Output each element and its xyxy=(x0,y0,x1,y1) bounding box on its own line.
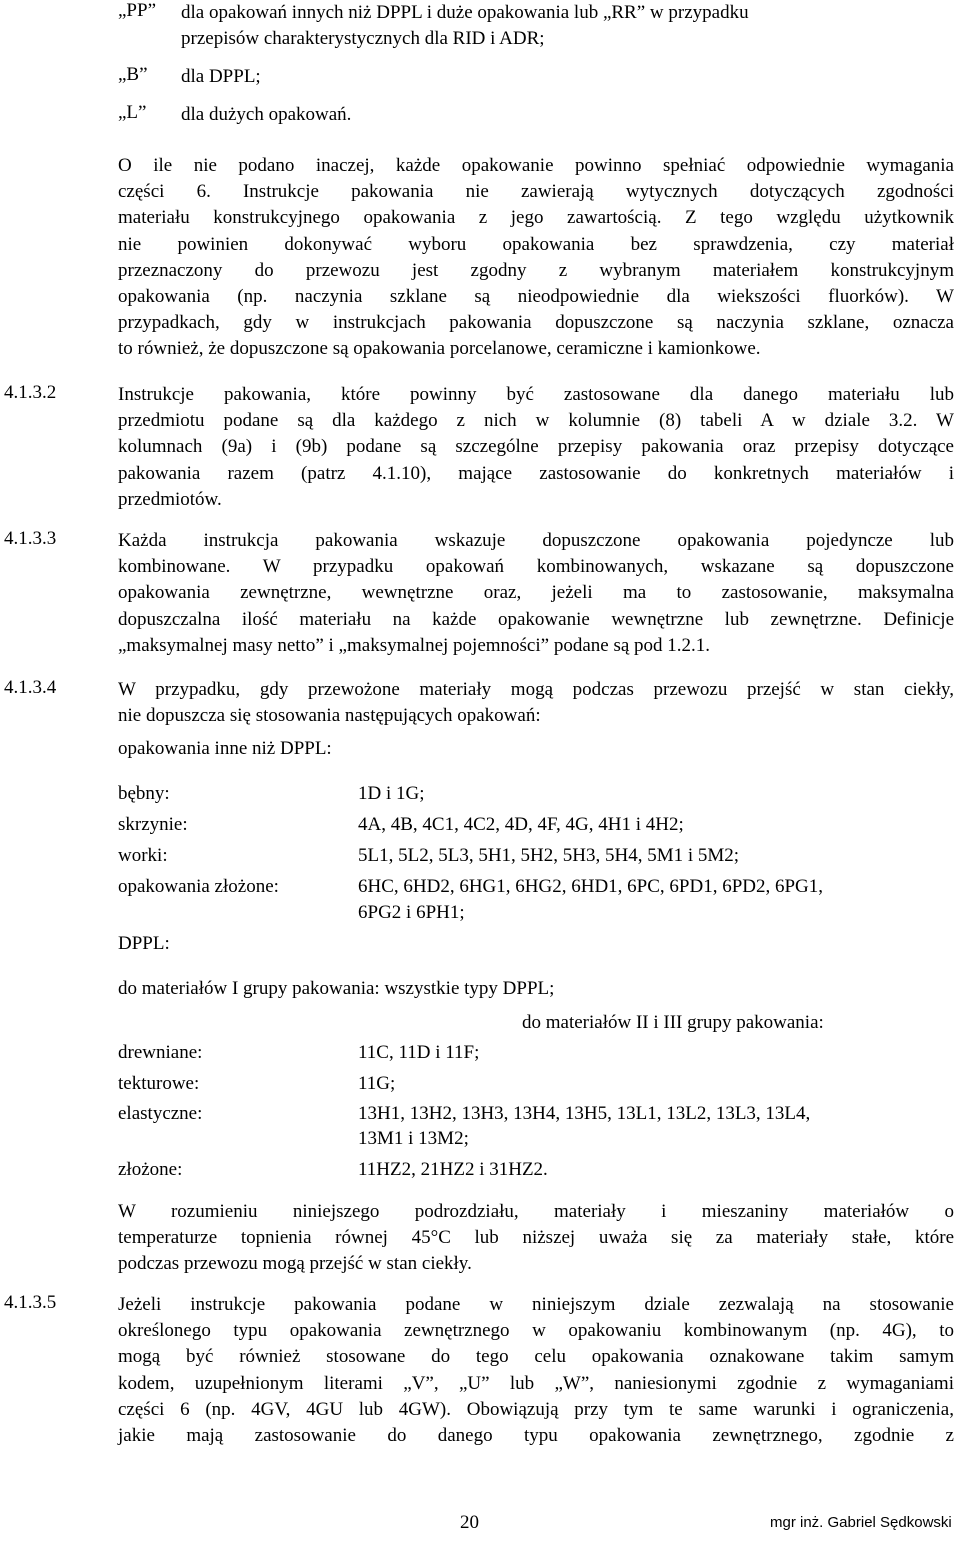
paragraph-line: podczas przewozu mogą przejść w stan ciekły. xyxy=(118,1253,472,1275)
paragraph-line: Każda instrukcja pakowania wskazuje dopuszczone opakowania pojedyncze lub xyxy=(118,530,954,551)
paragraph-line: nie dopuszcza się stosowania następujących opakowań: xyxy=(118,705,541,727)
dppl-heading: DPPL: xyxy=(118,933,170,954)
paragraph-line: W przypadku, gdy przewożone materiały mogą podczas przewozu przejść w stan ciekły, xyxy=(118,679,954,700)
packaging-codes: 5L1, 5L2, 5L3, 5H1, 5H2, 5H3, 5H4, 5M1 i 5M2; xyxy=(358,845,740,866)
packaging-type-label: złożone: xyxy=(118,1159,183,1180)
packaging-type-label: elastyczne: xyxy=(118,1103,203,1124)
paragraph-line: dopuszczalna ilość materiału na każde opakowanie wewnętrzne lub zewnętrzne. Definicje xyxy=(118,608,954,630)
packaging-codes: 11G; xyxy=(358,1073,396,1094)
dppl-group-2-3: do materiałów II i III grupy pakowania: xyxy=(522,1012,824,1033)
code-description xyxy=(181,64,881,90)
paragraph-line: przeznaczony do przewozu jest zgodny z wybranym materiałem konstrukcyjnym xyxy=(118,259,954,281)
packaging-codes: 1D i 1G; xyxy=(358,783,425,804)
paragraph-line: opakowania (np. naczynia szklane są nieodpowiednie dla wiekszości fluorków). W xyxy=(118,286,954,308)
paragraph-line: części 6 (np. 4GV, 4GU lub 4GW). Obowiązują przy tym te same warunki i ograniczenia, xyxy=(118,1398,954,1420)
footer-author: mgr inż. Gabriel Sędkowski xyxy=(770,1514,952,1531)
code-description xyxy=(181,0,881,52)
paragraph-line: nie powinien dokonywać wyboru opakowania bez sprawdzenia, czy materiał xyxy=(118,233,954,255)
section-4134-text xyxy=(118,677,954,729)
paragraph-line: temperaturze topnienia równej 45°C lub niższej uważa się za materiały stałe, które xyxy=(118,1227,954,1249)
packaging-type-label: bębny: xyxy=(118,783,170,804)
paragraph-line: kolumnach (9a) i (9b) podane są szczególne przepisy pakowania oraz przepisy dotyczące xyxy=(118,436,954,458)
section-4134-closing xyxy=(118,1199,954,1278)
packaging-codes: 11C, 11D i 11F; xyxy=(358,1042,480,1063)
packaging-codes: 6HC, 6HD2, 6HG1, 6HG2, 6HD1, 6PC, 6PD1, 6PD2, 6PG1, xyxy=(358,876,824,897)
paragraph-line: to również, że dopuszczone są opakowania porcelanowe, ceramiczne i kamionkowe. xyxy=(118,338,761,360)
section-4133-text xyxy=(118,528,954,659)
section-4135-text xyxy=(118,1292,954,1449)
packaging-type-label: tekturowe: xyxy=(118,1073,200,1094)
paragraph-line: Jeżeli instrukcje pakowania podane w niniejszym dziale zezwalają na stosowanie xyxy=(118,1294,954,1315)
paragraph-line: przypadkach, gdy w instrukcjach pakowania dopuszczone są naczynia szklane, oznacza xyxy=(118,312,954,334)
paragraph-line: przedmiotów. xyxy=(118,488,222,510)
intro-paragraph xyxy=(118,153,954,363)
paragraph-line: „maksymalnej masy netto” i „maksymalnej pojemności” podane są pod 1.2.1. xyxy=(118,634,711,656)
paragraph-line: opakowania zewnętrzne, wewnętrzne oraz, jeżeli ma to zastosowanie, maksymalna xyxy=(118,582,954,604)
section-number-4133: 4.1.3.3 xyxy=(4,528,57,549)
paragraph-line: W rozumieniu niniejszego podrozdziału, materiały i mieszaniny materiałów o xyxy=(118,1201,954,1222)
packaging-codes: 4A, 4B, 4C1, 4C2, 4D, 4F, 4G, 4H1 i 4H2; xyxy=(358,814,684,835)
paragraph-line: części 6. Instrukcje pakowania nie zawierają wytycznych dotyczących zgodności xyxy=(118,181,954,203)
paragraph-line: kodem, uzupełnionym literami „V”, „U” lub „W”, naniesionymi zgodnie z wymaganiami xyxy=(118,1372,954,1394)
code-description-line: dla dużych opakowań. xyxy=(181,104,352,125)
dppl-group-1: do materiałów I grupy pakowania: wszystkie typy DPPL; xyxy=(118,978,555,999)
page-number: 20 xyxy=(460,1512,479,1533)
section-number-4132: 4.1.3.2 xyxy=(4,382,57,403)
packaging-type-label: skrzynie: xyxy=(118,814,188,835)
non-dppl-heading: opakowania inne niż DPPL: xyxy=(118,738,332,759)
paragraph-line: materiału konstrukcyjnego opakowania z jego zawartością. Z tego względu użytkownik xyxy=(118,207,954,229)
packaging-codes: 13M1 i 13M2; xyxy=(358,1128,469,1149)
packaging-codes: 6PG2 i 6PH1; xyxy=(358,902,465,923)
packaging-type-label: opakowania złożone: xyxy=(118,876,279,897)
paragraph-line: jakie mają zastosowanie do danego typu opakowania zewnętrznego, zgodnie z xyxy=(118,1425,954,1447)
paragraph-line: pakowania razem (patrz 4.1.10), mające zastosowanie do konkretnych materiałów i xyxy=(118,462,954,484)
packaging-codes: 11HZ2, 21HZ2 i 31HZ2. xyxy=(358,1159,548,1180)
code-description-line: dla opakowań innych niż DPPL i duże opakowania lub „RR” w przypadku xyxy=(181,2,749,23)
paragraph-line: przedmiotu podane są dla każdego z nich w kolumnie (8) tabeli A w dziale 3.2. W xyxy=(118,410,954,432)
packaging-type-label: worki: xyxy=(118,845,168,866)
packaging-type-label: drewniane: xyxy=(118,1042,203,1063)
packaging-codes: 13H1, 13H2, 13H3, 13H4, 13H5, 13L1, 13L2, 13L3, 13L4, xyxy=(358,1103,811,1124)
paragraph-line: Instrukcje pakowania, które powinny być zastosowane dla danego materiału lub xyxy=(118,384,954,405)
paragraph-line: O ile nie podano inaczej, każde opakowanie powinno spełniać odpowiednie wymagania xyxy=(118,155,954,176)
section-number-4134: 4.1.3.4 xyxy=(4,677,57,698)
code-description-line: przepisów charakterystycznych dla RID i ADR; xyxy=(181,28,545,49)
code-description xyxy=(181,102,881,128)
code-label: „L” xyxy=(118,102,147,123)
code-label: „PP” xyxy=(118,0,156,21)
section-4132-text xyxy=(118,382,954,513)
paragraph-line: określonego typu opakowania zewnętrznego w opakowaniu kombinowanym (np. 4G), to xyxy=(118,1320,954,1342)
paragraph-line: kombinowane. W przypadku opakowań kombinowanych, wskazane są dopuszczone xyxy=(118,556,954,578)
code-description-line: dla DPPL; xyxy=(181,66,261,87)
section-number-4135: 4.1.3.5 xyxy=(4,1292,57,1313)
paragraph-line: mogą być również stosowane do tego celu opakowania oznakowane takim samym xyxy=(118,1346,954,1368)
code-label: „B” xyxy=(118,64,148,85)
